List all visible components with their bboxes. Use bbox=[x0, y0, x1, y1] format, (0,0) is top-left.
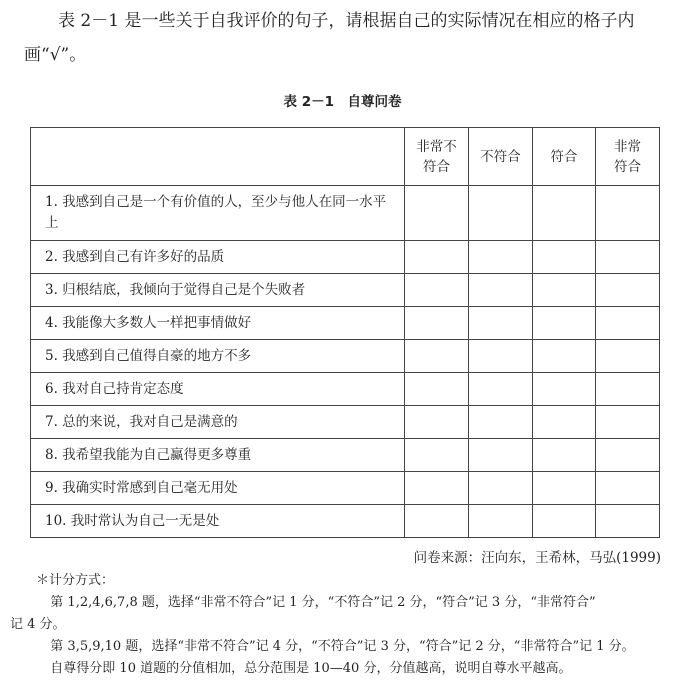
table-caption: 表 2－1 自尊问卷 bbox=[283, 94, 402, 110]
self-esteem-questionnaire-table bbox=[30, 127, 660, 538]
answer-cell-disagree[interactable] bbox=[469, 373, 532, 406]
answer-cell-disagree[interactable] bbox=[469, 439, 532, 472]
answer-cell-agree[interactable] bbox=[532, 373, 595, 406]
header-row bbox=[31, 128, 660, 186]
answer-cell-disagree[interactable] bbox=[469, 406, 532, 439]
question-text: 6. 我对自己持肯定态度 bbox=[31, 373, 405, 406]
question-text: 8. 我希望我能为自己赢得更多尊重 bbox=[31, 439, 405, 472]
scoring-rule-negative: 第 3,5,9,10 题，选择“非常不符合”记 4 分，“不符合”记 3 分，“符合”记 2 分，“非常符合”记 1 分。 bbox=[50, 639, 635, 654]
answer-cell-strongly-disagree[interactable] bbox=[404, 472, 468, 505]
answer-cell-strongly-agree[interactable] bbox=[596, 307, 660, 340]
question-text: 10. 我时常认为自己一无是处 bbox=[31, 505, 405, 538]
table-row bbox=[31, 241, 660, 274]
answer-cell-strongly-agree[interactable] bbox=[596, 340, 660, 373]
table-row bbox=[31, 472, 660, 505]
scoring-rule-positive-cont: 记 4 分。 bbox=[10, 617, 66, 632]
answer-cell-strongly-disagree[interactable] bbox=[404, 274, 468, 307]
scoring-rule-positive: 第 1,2,4,6,7,8 题，选择“非常不符合”记 1 分，“不符合”记 2 分，“符合”记 3 分，“非常符合” bbox=[50, 595, 596, 610]
answer-cell-strongly-agree[interactable] bbox=[596, 373, 660, 406]
header-label: 非常符合 bbox=[614, 138, 642, 175]
answer-cell-agree[interactable] bbox=[532, 439, 595, 472]
answer-cell-disagree[interactable] bbox=[469, 472, 532, 505]
question-text: 7. 总的来说，我对自己是满意的 bbox=[31, 406, 405, 439]
answer-cell-disagree[interactable] bbox=[469, 307, 532, 340]
answer-cell-agree[interactable] bbox=[532, 186, 595, 241]
table-row bbox=[31, 307, 660, 340]
answer-cell-strongly-disagree[interactable] bbox=[404, 340, 468, 373]
question-text: 3. 归根结底，我倾向于觉得自己是个失败者 bbox=[31, 274, 405, 307]
question-text: 4. 我能像大多数人一样把事情做好 bbox=[31, 307, 405, 340]
header-agree: 符合 bbox=[532, 128, 595, 186]
table-row bbox=[31, 274, 660, 307]
header-strongly-agree bbox=[596, 128, 660, 186]
answer-cell-strongly-disagree[interactable] bbox=[404, 406, 468, 439]
answer-cell-strongly-agree[interactable] bbox=[596, 472, 660, 505]
table-row bbox=[31, 406, 660, 439]
question-text: 9. 我确实时常感到自己毫无用处 bbox=[31, 472, 405, 505]
question-text: 1. 我感到自己是一个有价值的人，至少与他人在同一水平上 bbox=[31, 186, 405, 241]
answer-cell-disagree[interactable] bbox=[469, 274, 532, 307]
scoring-title: ＊计分方式： bbox=[36, 573, 115, 588]
table-row bbox=[31, 505, 660, 538]
answer-cell-strongly-disagree[interactable] bbox=[404, 373, 468, 406]
answer-cell-strongly-agree[interactable] bbox=[596, 241, 660, 274]
table-row bbox=[31, 373, 660, 406]
answer-cell-strongly-agree[interactable] bbox=[596, 186, 660, 241]
question-text: 2. 我感到自己有许多好的品质 bbox=[31, 241, 405, 274]
answer-cell-strongly-disagree[interactable] bbox=[404, 307, 468, 340]
answer-cell-disagree[interactable] bbox=[469, 505, 532, 538]
header-strongly-disagree bbox=[404, 128, 468, 186]
question-text: 5. 我感到自己值得自豪的地方不多 bbox=[31, 340, 405, 373]
scoring-notes bbox=[10, 570, 666, 680]
answer-cell-strongly-agree[interactable] bbox=[596, 406, 660, 439]
answer-cell-strongly-agree[interactable] bbox=[596, 274, 660, 307]
table-row bbox=[31, 186, 660, 241]
answer-cell-strongly-disagree[interactable] bbox=[404, 241, 468, 274]
answer-cell-strongly-agree[interactable] bbox=[596, 439, 660, 472]
answer-cell-agree[interactable] bbox=[532, 472, 595, 505]
answer-cell-strongly-disagree[interactable] bbox=[404, 439, 468, 472]
answer-cell-agree[interactable] bbox=[532, 274, 595, 307]
header-item bbox=[31, 128, 405, 186]
header-disagree: 不符合 bbox=[469, 128, 532, 186]
table-row bbox=[31, 340, 660, 373]
header-label: 非常不符合 bbox=[416, 138, 457, 175]
answer-cell-disagree[interactable] bbox=[469, 340, 532, 373]
answer-cell-agree[interactable] bbox=[532, 340, 595, 373]
answer-cell-strongly-disagree[interactable] bbox=[404, 505, 468, 538]
intro-paragraph: 表 2－1 是一些关于自我评价的句子，请根据自己的实际情况在相应的格子内画“√”。 bbox=[24, 11, 635, 65]
answer-cell-agree[interactable] bbox=[532, 241, 595, 274]
answer-cell-agree[interactable] bbox=[532, 406, 595, 439]
answer-cell-disagree[interactable] bbox=[469, 241, 532, 274]
answer-cell-agree[interactable] bbox=[532, 307, 595, 340]
table-row bbox=[31, 439, 660, 472]
answer-cell-strongly-agree[interactable] bbox=[596, 505, 660, 538]
answer-cell-strongly-disagree[interactable] bbox=[404, 186, 468, 241]
questionnaire-source: 问卷来源：汪向东，王希林，马弘(1999) bbox=[413, 550, 661, 566]
scoring-total: 自尊得分即 10 道题的分值相加，总分范围是 10—40 分，分值越高，说明自尊水平越高。 bbox=[50, 661, 572, 676]
answer-cell-disagree[interactable] bbox=[469, 186, 532, 241]
answer-cell-agree[interactable] bbox=[532, 505, 595, 538]
